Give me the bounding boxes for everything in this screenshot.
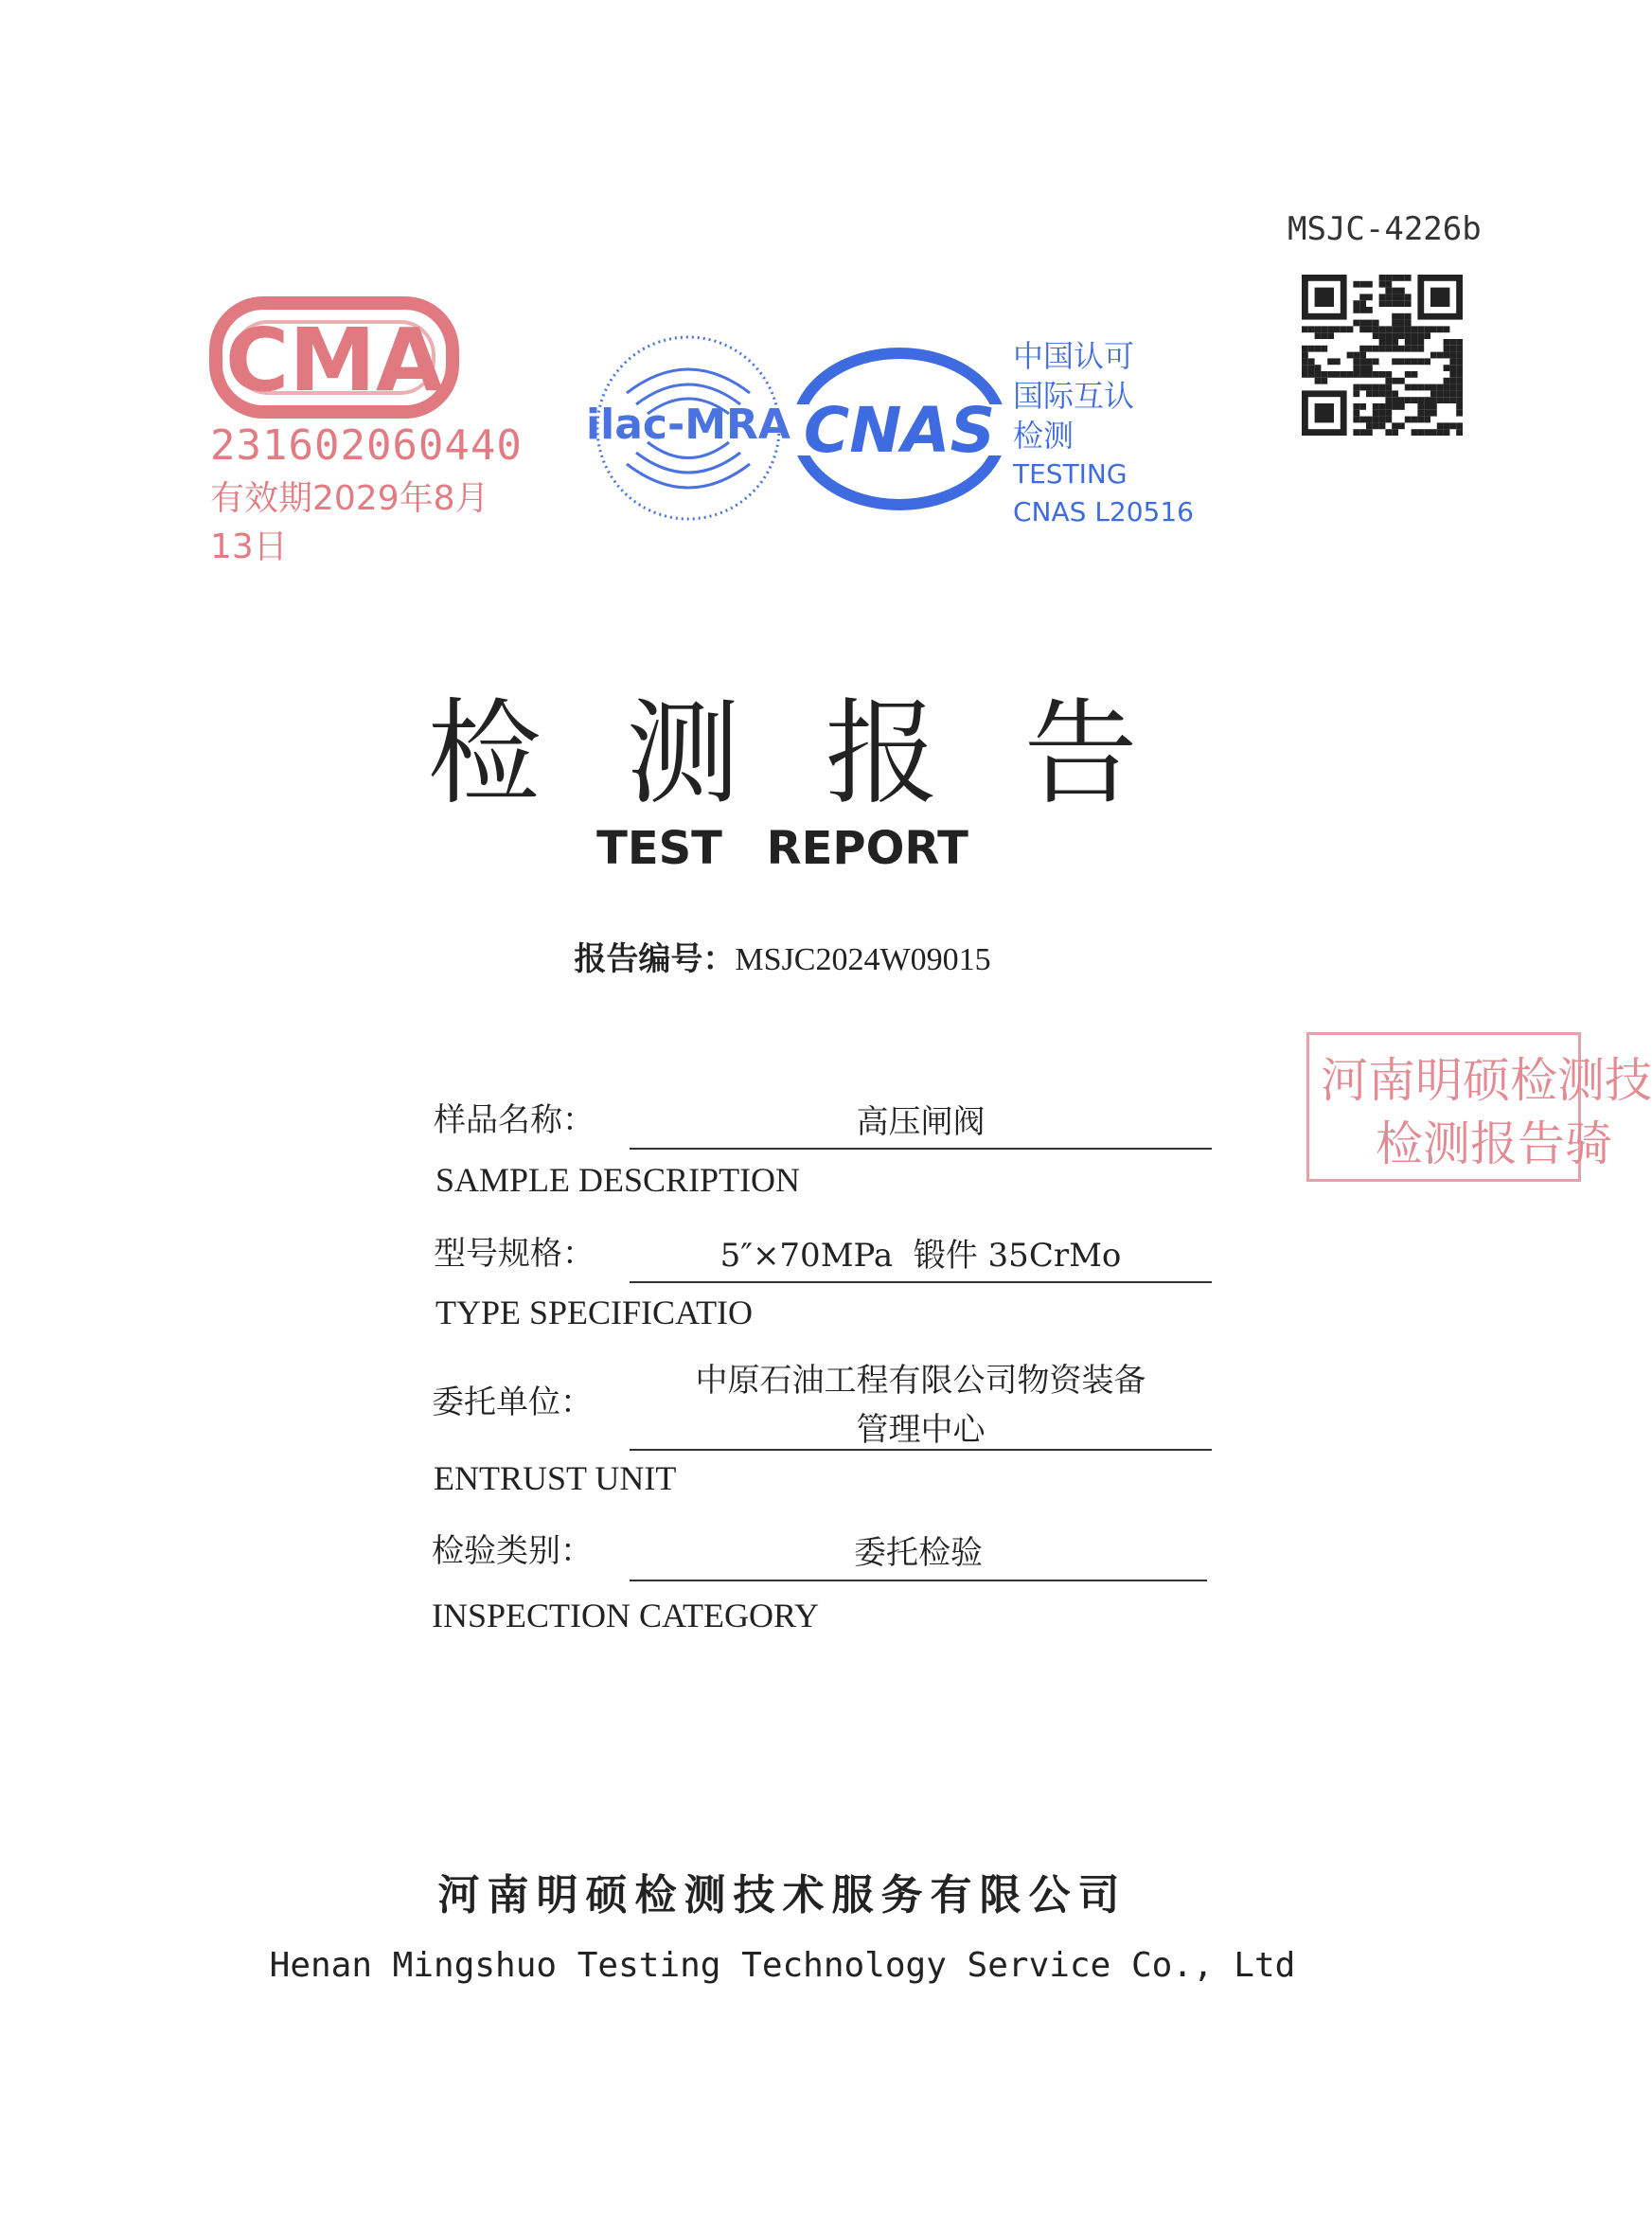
cnas-accreditation-text xyxy=(1013,336,1194,531)
cnas-line: TESTING xyxy=(1013,458,1128,490)
cma-number: 231602060440 xyxy=(210,421,523,470)
type-label-cn: 型号规格： xyxy=(434,1235,595,1273)
type-value: 5″×70MPa 锻件 35CrMo xyxy=(719,1237,1122,1275)
entrust-underline xyxy=(630,1449,1212,1451)
cnas-text: CNAS xyxy=(803,394,996,467)
sample-label-cn: 样品名称： xyxy=(434,1101,595,1139)
category-value: 委托检验 xyxy=(854,1534,983,1572)
ilac-text: ilac-MRA xyxy=(586,401,790,449)
qr-code xyxy=(1302,270,1463,440)
ilac-mra-logo xyxy=(586,327,790,530)
entrust-label-en: ENTRUST UNIT xyxy=(434,1459,677,1497)
sample-label-en: SAMPLE DESCRIPTION xyxy=(435,1161,801,1199)
seal-line-2: 检测报告骑 xyxy=(1376,1116,1612,1171)
cma-validity: 有效期2029年8月13日 xyxy=(210,479,489,566)
cnas-line: 检测 xyxy=(1013,418,1075,454)
company-name-en: Henan Mingshuo Testing Technology Service Co., Ltd xyxy=(269,1946,1296,1985)
cnas-line: 国际互认 xyxy=(1013,378,1135,414)
report-title-cn: 检测报告 xyxy=(427,688,1223,820)
cnas-logo xyxy=(790,346,1008,511)
entrust-value-line2: 管理中心 xyxy=(856,1411,986,1449)
entrust-label-cn: 委托单位： xyxy=(432,1384,593,1421)
cnas-line: 中国认可 xyxy=(1013,338,1135,374)
report-number-value: MSJC2024W09015 xyxy=(735,942,991,977)
category-underline xyxy=(630,1580,1207,1581)
company-seal-stamp xyxy=(1306,1032,1652,1182)
report-number xyxy=(0,933,1565,979)
report-title-en: TEST REPORT xyxy=(596,822,968,875)
entrust-value-line1: 中原石油工程有限公司物资装备 xyxy=(695,1362,1146,1400)
type-underline xyxy=(630,1281,1212,1283)
type-label-en: TYPE SPECIFICATIO xyxy=(435,1294,754,1331)
sample-underline xyxy=(630,1148,1212,1150)
document-code: MSJC-4226b xyxy=(1288,210,1482,248)
company-name-cn: 河南明硕检测技术服务有限公司 xyxy=(437,1871,1128,1919)
category-label-cn: 检验类别： xyxy=(432,1532,593,1570)
seal-line-1: 河南明硕检测技 xyxy=(1321,1053,1652,1108)
cma-mark: CMA xyxy=(224,310,444,411)
report-number-label: 报告编号： xyxy=(574,940,736,978)
sample-value: 高压闸阀 xyxy=(856,1103,986,1141)
cnas-line: CNAS L20516 xyxy=(1013,496,1194,527)
category-label-en: INSPECTION CATEGORY xyxy=(432,1597,820,1634)
